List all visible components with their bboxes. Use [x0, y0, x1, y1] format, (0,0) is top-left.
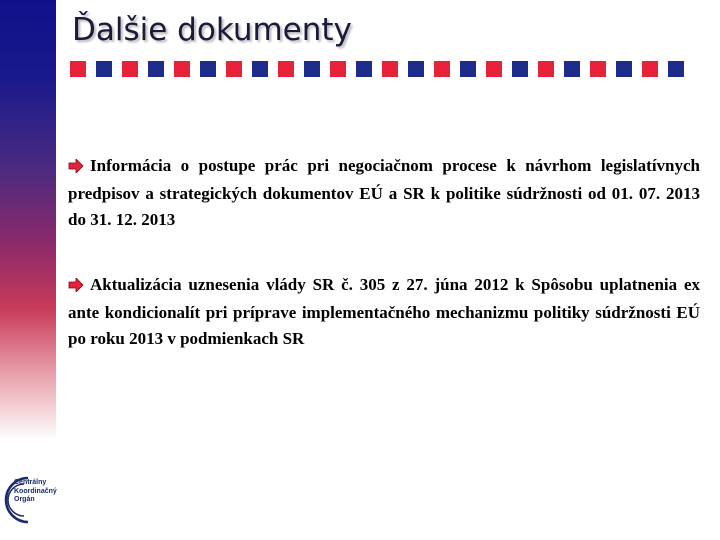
logo-text-line1: Centrálny [14, 479, 47, 486]
square-red [382, 61, 398, 77]
square-red [174, 61, 190, 77]
square-red [278, 61, 294, 77]
square-blue [408, 61, 424, 77]
square-red [330, 61, 346, 77]
left-gradient-band [0, 0, 56, 440]
bullet-text: Aktualizácia uznesenia vlády SR č. 305 z 27. júna 2012 k Spôsobu uplatnenia ex ante kondicionalít pri príprave implementačného mechanizmu politiky súdržnosti EÚ po roku 2013 v podmienkach SR [68, 275, 700, 348]
square-blue [616, 61, 632, 77]
logo-text-line3: Orgán [14, 496, 35, 503]
square-red [434, 61, 450, 77]
square-red [538, 61, 554, 77]
square-blue [96, 61, 112, 77]
arrow-bullet-icon [68, 155, 90, 181]
square-red [226, 61, 242, 77]
square-red [122, 61, 138, 77]
square-blue [460, 61, 476, 77]
bullet-item [68, 272, 700, 352]
decorative-square-row [70, 61, 710, 77]
square-red [70, 61, 86, 77]
square-red [642, 61, 658, 77]
square-red [590, 61, 606, 77]
square-blue [356, 61, 372, 77]
square-blue [668, 61, 684, 77]
square-blue [304, 61, 320, 77]
square-red [486, 61, 502, 77]
square-blue [200, 61, 216, 77]
square-blue [148, 61, 164, 77]
square-blue [252, 61, 268, 77]
logo-text-line2: Koordinačný [14, 487, 57, 495]
organization-logo [4, 474, 66, 526]
square-blue [564, 61, 580, 77]
bullet-text: Informácia o postupe prác pri negociačnom procese k návrhom legislatívnych predpisov a strategických dokumentov EÚ a SR k politike súdržnosti od 01. 07. 2013 do 31. 12. 2013 [68, 156, 700, 229]
square-blue [512, 61, 528, 77]
arrow-bullet-icon [68, 274, 90, 300]
slide-title: Ďalšie dokumenty [72, 12, 352, 48]
bullet-item [68, 153, 700, 233]
